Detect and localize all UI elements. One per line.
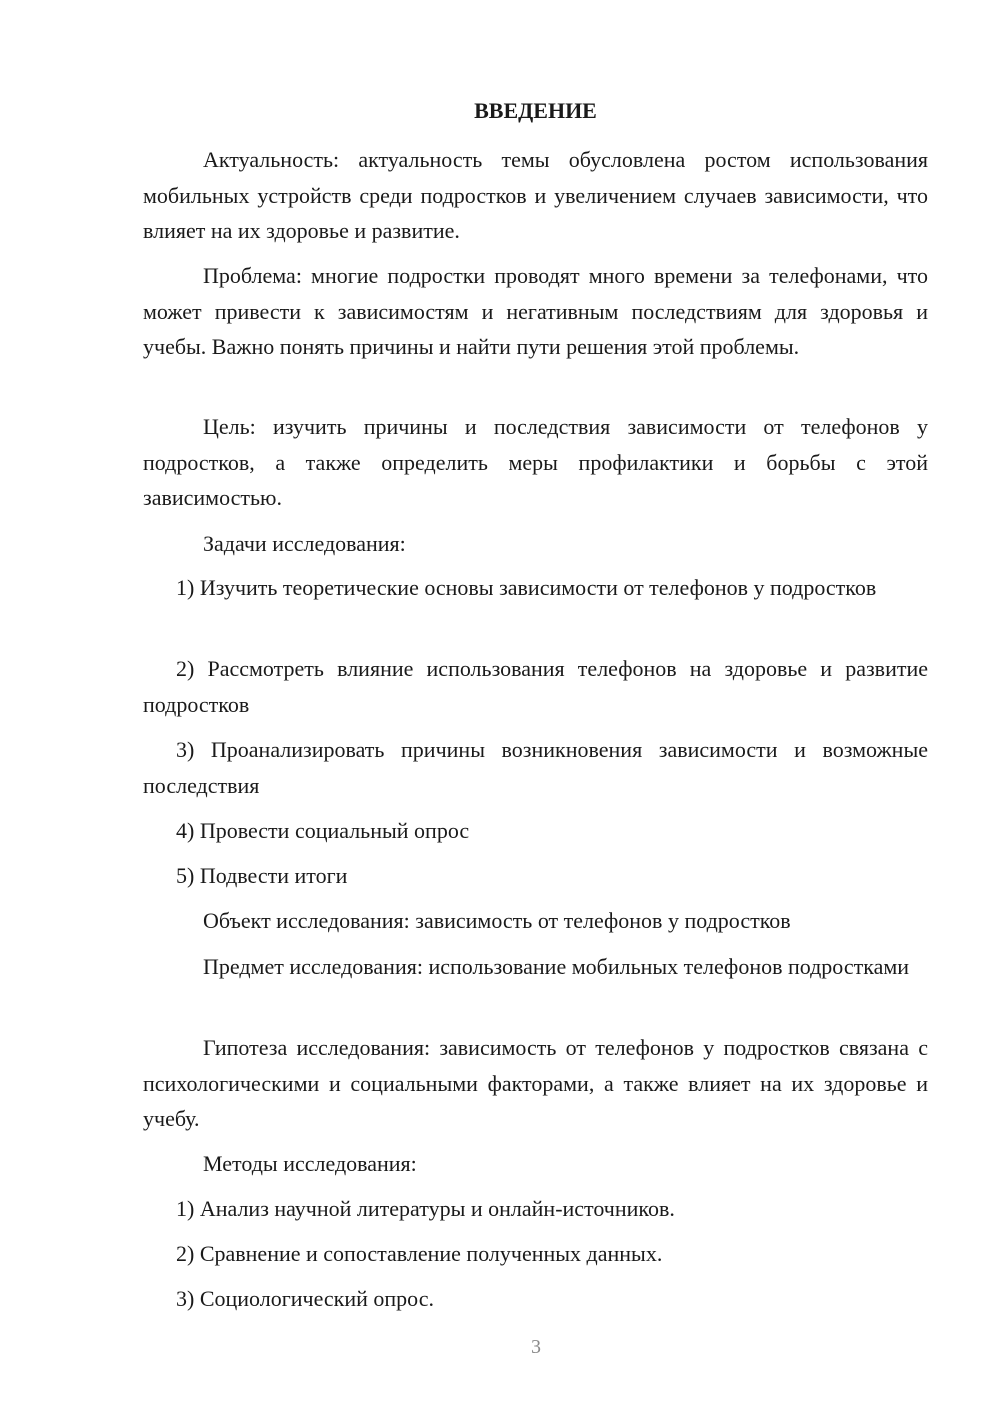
paragraph-problem: Проблема: многие подростки проводят много времени за телефонами, что может привести к зависимостям и негативным последствиям для здоровья и учебы. Важно понять причины и найти пути решения этой проблемы. [143,263,928,359]
list-item-task-3: 3) Проанализировать причины возникновения зависимости и возможные последствия [143,737,928,798]
list-item-task-1: 1) Изучить теоретические основы зависимости от телефонов у подростков [176,575,877,600]
list-item-method-2: 2) Сравнение и сопоставление полученных данных. [176,1241,663,1266]
list-item-task-2: 2) Рассмотреть влияние использования телефонов на здоровье и развитие подростков [143,656,928,717]
paragraph-subject: Предмет исследования: использование мобильных телефонов подростками [203,954,910,979]
paragraph-tasks-heading: Задачи исследования: [203,531,406,556]
list-item-task-4: 4) Провести социальный опрос [176,818,470,843]
section-title: ВВЕДЕНИЕ [474,98,597,123]
page-number: 3 [531,1336,541,1358]
paragraph-hypothesis: Гипотеза исследования: зависимость от телефонов у подростков связана с психологическими и социальными факторами, а также влияет на их здоровье и учебу. [143,1035,928,1131]
paragraph-relevance: Актуальность: актуальность темы обусловлена ростом использования мобильных устройств среди подростков и увеличением случаев зависимости, что влияет на их здоровье и развитие. [143,147,928,243]
paragraph-goal: Цель: изучить причины и последствия зависимости от телефонов у подростков, а также определить меры профилактики и борьбы с этой зависимостью. [143,414,928,510]
list-item-method-3: 3) Социологический опрос. [176,1286,434,1311]
list-item-method-1: 1) Анализ научной литературы и онлайн-источников. [176,1196,675,1221]
list-item-task-5: 5) Подвести итоги [176,863,348,888]
paragraph-object: Объект исследования: зависимость от телефонов у подростков [203,908,791,933]
paragraph-methods-heading: Методы исследования: [203,1151,417,1176]
